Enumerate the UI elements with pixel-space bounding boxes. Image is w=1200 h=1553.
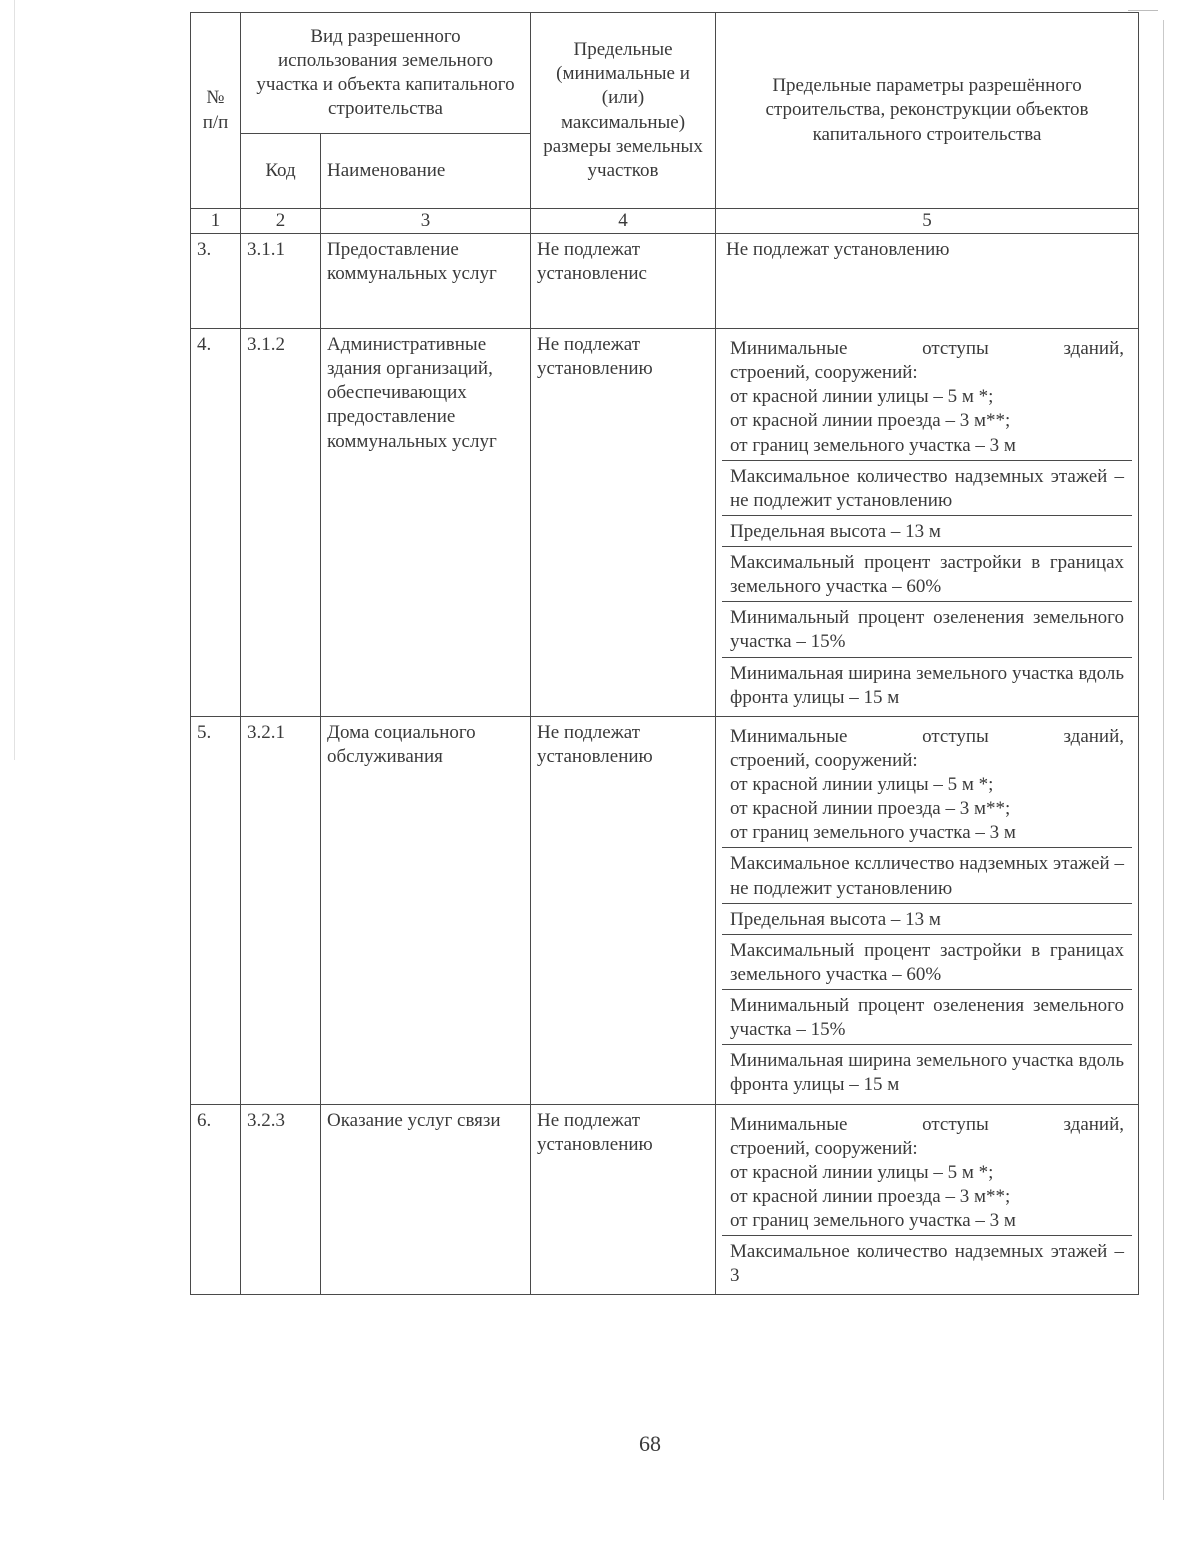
row-params [716, 716, 1139, 1104]
param-line: от красной линии проезда – 3 м**; [730, 1185, 1011, 1207]
row-code: 3.1.2 [241, 329, 321, 717]
param-line: от границ земельного участка – 3 м [730, 434, 1016, 456]
row-code: 3.2.3 [241, 1104, 321, 1295]
header-number-row [191, 209, 1139, 234]
row-params [716, 1104, 1139, 1295]
column-number: 3 [321, 209, 531, 234]
row-sizes: Не подлежат установлению [531, 1104, 716, 1295]
param-floors: Максимальное количество надземных этажей – 3 [730, 1241, 1125, 1287]
row-sizes: Не подлежат установленис [531, 234, 716, 329]
table-row [191, 716, 1139, 1104]
param-line: от красной линии улицы – 5 м *; [730, 386, 994, 408]
column-number: 1 [191, 209, 241, 234]
table-row [191, 1104, 1139, 1295]
param-floors: Максимальное кслличество надземных этажей – не подлежит установлению [722, 848, 1132, 903]
row-name: Дома социального обслуживания [321, 716, 531, 1104]
param-floors: Максимальное количество надземных этажей – не подлежит установлению [722, 461, 1132, 516]
param-width: Минимальная ширина земельного участка вдоль фронта улицы – 15 м [730, 1050, 1125, 1096]
row-params [716, 329, 1139, 717]
row-number: 5. [191, 716, 241, 1104]
param-line: строений, сооружений: [730, 1137, 918, 1159]
column-number: 2 [241, 209, 321, 234]
param-line: Минимальные отступы зданий, [730, 725, 1125, 747]
param-line: от границ земельного участка – 3 м [730, 1210, 1016, 1231]
table-row [191, 329, 1139, 717]
row-name: Оказание услуг связи [321, 1104, 531, 1295]
row-name: Административные здания организаций, обеспечивающих предоставление коммунальных услуг [321, 329, 531, 717]
param-greenery: Минимальный процент озеленения земельного участка – 15% [722, 990, 1132, 1045]
row-number: 4. [191, 329, 241, 717]
header-num: № п/п [191, 13, 241, 209]
param-height: Предельная высота – 13 м [722, 904, 1132, 935]
table-row [191, 234, 1139, 329]
row-code: 3.2.1 [241, 716, 321, 1104]
header-code: Код [241, 134, 321, 209]
param-setbacks [722, 1109, 1132, 1237]
param-coverage: Максимальный процент застройки в границах земельного участка – 60% [722, 547, 1132, 602]
scan-edge-line [14, 0, 15, 760]
row-sizes: Не подлежат установлению [531, 716, 716, 1104]
header-params: Предельные параметры разрешённого строительства, реконструкции объектов капитального строительства [716, 13, 1139, 209]
param-line: от красной линии улицы – 5 м *; [730, 774, 994, 795]
scan-edge-line [1128, 10, 1158, 11]
param-line: от красной линии улицы – 5 м *; [730, 1161, 994, 1183]
scan-edge-line [1163, 20, 1164, 1500]
row-code: 3.1.1 [241, 234, 321, 329]
row-number: 6. [191, 1104, 241, 1295]
row-number: 3. [191, 234, 241, 329]
param-height: Предельная высота – 13 м [722, 516, 1132, 547]
row-params: Не подлежат установлению [716, 234, 1139, 329]
row-name: Предоставление коммунальных услуг [321, 234, 531, 329]
param-line: от границ земельного участка – 3 м [730, 822, 1016, 844]
param-line: строений, сооружений: [730, 749, 918, 771]
param-line: строений, сооружений: [730, 362, 918, 384]
param-setbacks [722, 721, 1132, 849]
header-name: Наименование [321, 134, 531, 209]
page-number: 68 [639, 1431, 661, 1456]
land-use-table [190, 12, 1139, 1295]
header-use-group: Вид разрешенного использования земельного участка и объекта капитального строительства [241, 13, 531, 134]
row-sizes: Не подлежат установлению [531, 329, 716, 717]
header-sizes: Предельные (минимальные и (или) максимальные) размеры земельных участков [531, 13, 716, 209]
param-line: от красной линии проезда – 3 м**; [730, 798, 1011, 820]
column-number: 5 [716, 209, 1139, 234]
param-line: Минимальные отступы зданий, [730, 1113, 1125, 1135]
column-number: 4 [531, 209, 716, 234]
param-setbacks [722, 333, 1132, 461]
param-greenery: Минимальный процент озеленения земельного участка – 15% [722, 602, 1132, 657]
param-coverage: Максимальный процент застройки в границах земельного участка – 60% [722, 935, 1132, 990]
table-header [191, 13, 1139, 234]
param-width: Минимальная ширина земельного участка вдоль фронта улицы – 15 м [730, 662, 1125, 708]
param-line: от красной линии проезда – 3 м**; [730, 410, 1011, 432]
param-line: Минимальные отступы зданий, [730, 338, 1125, 359]
